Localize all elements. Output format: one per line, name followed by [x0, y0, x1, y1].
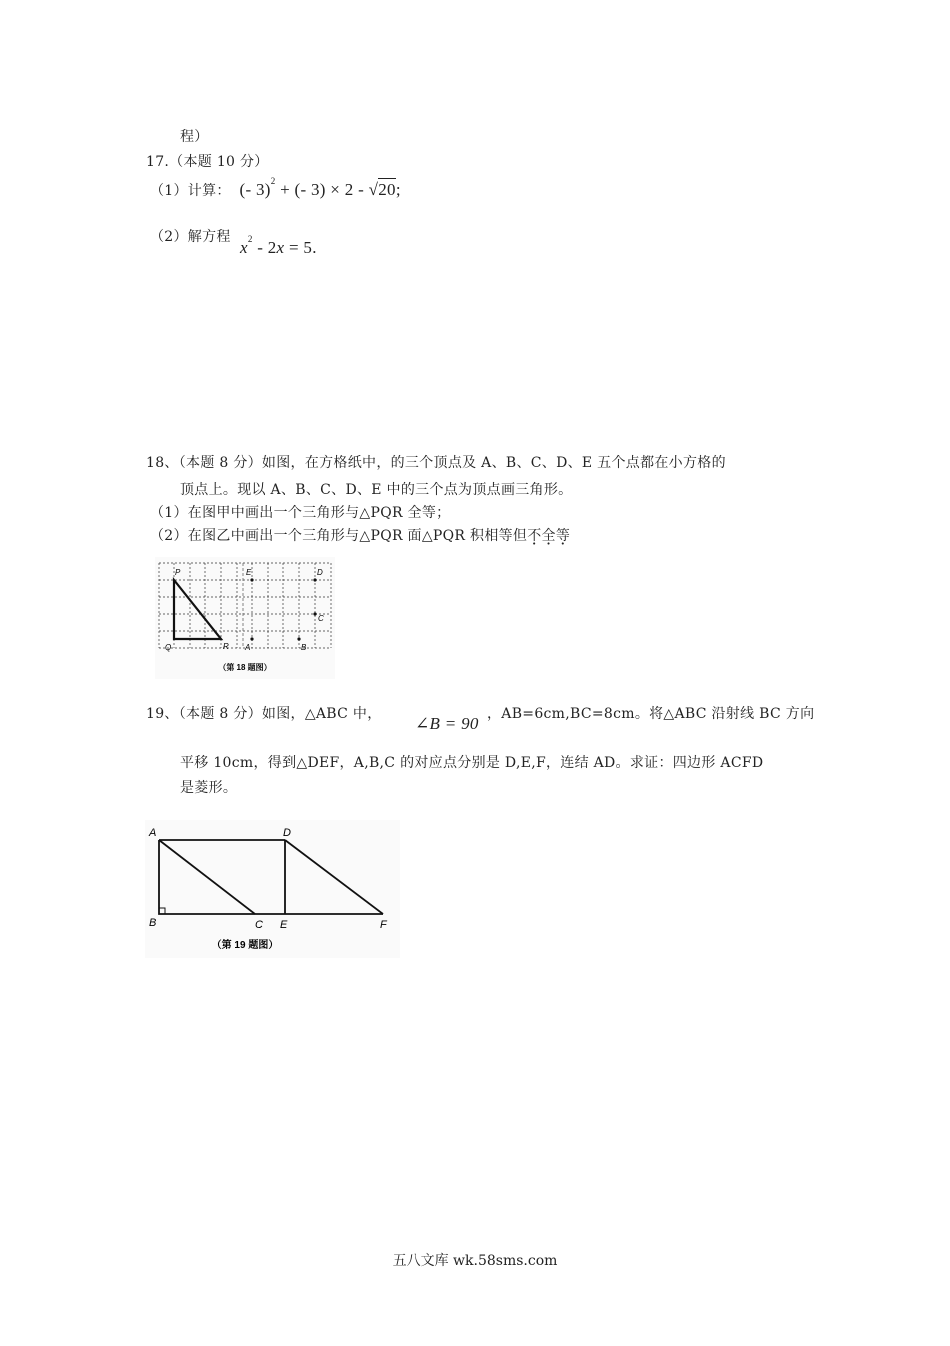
q17-part2-expression: $x^2 - 2x = 5$.: [240, 234, 317, 257]
q19-line3: 是菱形。: [180, 780, 238, 796]
emphasis-char-2: 全: [541, 528, 556, 544]
label-b: B: [149, 917, 157, 929]
label-d: D: [317, 568, 323, 577]
q18-line2: 顶点上。现以 A、B、C、D、E 中的三个点为顶点画三角形。: [180, 482, 573, 498]
point-d: [313, 578, 316, 581]
label-a: A: [245, 643, 251, 652]
label-f: F: [380, 919, 387, 931]
q18-caption: （第 18 题图）: [218, 663, 272, 672]
label-c: C: [255, 919, 263, 931]
q18-figure: [155, 557, 335, 679]
label-e: E: [280, 919, 288, 931]
label-q: Q: [165, 643, 172, 652]
emphasis-char-3: 等: [555, 528, 571, 544]
q19-caption: （第 19 题图）: [211, 940, 279, 951]
q18-part1: （1）在图甲中画出一个三角形与△PQR 全等；: [150, 505, 451, 521]
q17-part1-label: （1）计算：: [150, 183, 231, 199]
point-b: [297, 637, 300, 640]
q19-line1b: ，AB=6cm,BC=8cm。将△ABC 沿射线 BC 方向: [487, 706, 815, 722]
q19-line1a: 19、（本题 8 分）如图，△ABC 中，: [146, 706, 382, 722]
q18-line1: 18、（本题 8 分）如图，在方格纸中，的三个顶点及 A、B、C、D、E 五个点都在小方格的: [146, 455, 726, 471]
q19-line2: 平移 10cm，得到△DEF，A,B,C 的对应点分别是 D,E,F，连结 AD。求证：四边形 ACFD: [180, 755, 764, 771]
label-p: P: [175, 568, 181, 577]
point-a: [250, 637, 253, 640]
q17-part2-label: （2）解方程: [150, 229, 231, 245]
q19-angle: ∠B = 90: [415, 714, 479, 733]
q17-part1-expression: (- 3)$^2$ + (- 3) × 2 - √20;: [239, 176, 401, 199]
label-e: E: [246, 568, 252, 577]
page-footer: 五八文库 wk.58sms.com: [392, 1253, 558, 1269]
q17-part1: [150, 176, 401, 200]
label-c: C: [318, 614, 324, 623]
point-e: [250, 578, 253, 581]
label-b: B: [301, 643, 307, 652]
q16-tail: 程）: [180, 129, 209, 145]
label-r: R: [223, 642, 229, 651]
point-c: [313, 612, 316, 615]
q19-figure: [145, 820, 400, 958]
q17-header: 17.（本题 10 分）: [146, 154, 269, 170]
label-d: D: [283, 827, 291, 839]
label-a: A: [149, 827, 157, 839]
emphasis-char-1: 不: [527, 528, 542, 544]
q18-part2: （2）在图乙中画出一个三角形与△PQR 面△PQR 积相等但不全等: [150, 528, 571, 544]
